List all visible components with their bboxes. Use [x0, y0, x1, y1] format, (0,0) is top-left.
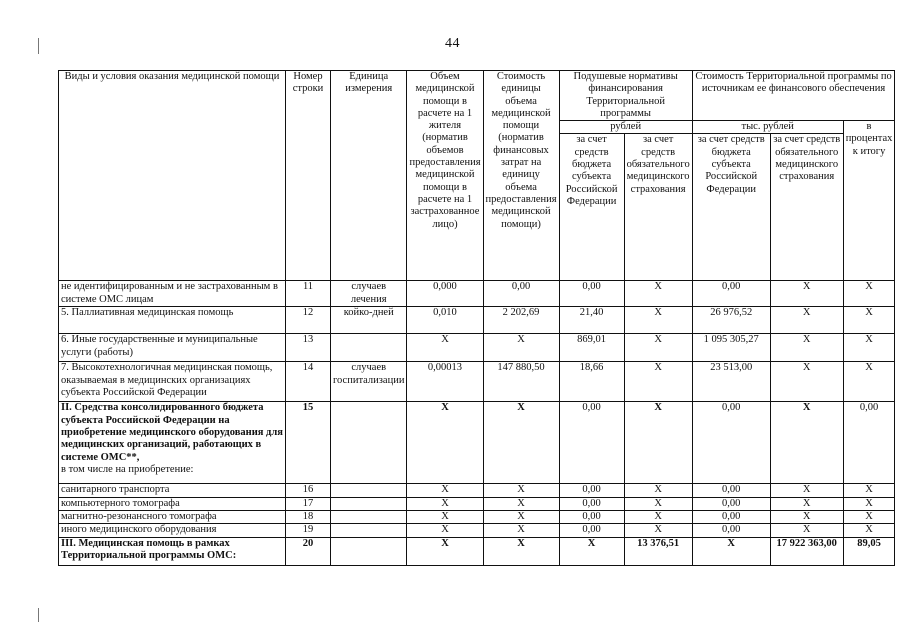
row-cost: Х	[483, 497, 559, 510]
row-volume: 0,010	[407, 307, 483, 334]
row-cost: 0,00	[483, 281, 559, 307]
page-number: 44	[445, 36, 460, 51]
row-number: 18	[286, 511, 331, 524]
table-row-section-ii	[59, 402, 895, 484]
row-percent: Х	[843, 497, 895, 510]
row-number: 19	[286, 524, 331, 537]
row-pc-budget: 0,00	[559, 497, 624, 510]
row-label: санитарного транспорта	[59, 484, 286, 497]
row-tc-oms: Х	[770, 524, 843, 537]
row-tc-budget: 0,00	[692, 402, 770, 484]
header-volume: Объем медицинской помощи в расчете на 1 жителя (норматив объемов предоставления медицинской помощи в расчете на 1 застрахованное лицо)	[407, 71, 483, 281]
row-cost: 2 202,69	[483, 307, 559, 334]
row-cost: Х	[483, 524, 559, 537]
row-cost: Х	[483, 334, 559, 362]
row-label: магнитно-резонансного томографа	[59, 511, 286, 524]
row-cost: Х	[483, 484, 559, 497]
row-tc-budget: 0,00	[692, 484, 770, 497]
table-row	[59, 307, 895, 334]
row-percent: Х	[843, 484, 895, 497]
table-row	[59, 281, 895, 307]
row-tc-budget: 23 513,00	[692, 362, 770, 402]
row-percent: Х	[843, 307, 895, 334]
row-unit	[331, 484, 407, 497]
header-program-cost: Стоимость Территориальной программы по источникам ее финансового обеспечения	[692, 71, 895, 121]
row-pc-oms: Х	[624, 307, 692, 334]
row-percent: Х	[843, 524, 895, 537]
header-unit: Единица измерения	[331, 71, 407, 281]
row-pc-budget: Х	[559, 537, 624, 565]
header-budget: за счет средств бюджета субъекта Российской Федерации	[559, 134, 624, 281]
row-pc-oms: Х	[624, 497, 692, 510]
row-pc-budget: 0,00	[559, 511, 624, 524]
row-number: 13	[286, 334, 331, 362]
row-tc-budget: 1 095 305,27	[692, 334, 770, 362]
row-unit: случаев лечения	[331, 281, 407, 307]
table-row	[59, 334, 895, 362]
header-types: Виды и условия оказания медицинской помощи	[59, 71, 286, 281]
row-tc-budget: 0,00	[692, 524, 770, 537]
row-tc-oms: Х	[770, 362, 843, 402]
table-row	[59, 497, 895, 510]
row-unit	[331, 511, 407, 524]
header-rub: рублей	[559, 121, 692, 134]
header-thousand-rub: тыс. рублей	[692, 121, 843, 134]
row-label	[59, 402, 286, 484]
row-pc-oms: 13 376,51	[624, 537, 692, 565]
row-label: иного медицинского оборудования	[59, 524, 286, 537]
header-percent: в процентах к итогу	[843, 121, 895, 281]
header-oms: за счет средств обязательного медицинского страхования	[624, 134, 692, 281]
section-ii-sublabel: в том числе на приобретение:	[61, 463, 194, 475]
row-tc-oms: Х	[770, 484, 843, 497]
row-unit: случаев госпитализации	[331, 362, 407, 402]
row-pc-oms: Х	[624, 281, 692, 307]
row-tc-oms: Х	[770, 402, 843, 484]
row-volume: 0,00013	[407, 362, 483, 402]
row-unit	[331, 402, 407, 484]
row-pc-budget: 869,01	[559, 334, 624, 362]
row-number: 15	[286, 402, 331, 484]
row-pc-oms: Х	[624, 484, 692, 497]
table-row	[59, 484, 895, 497]
row-unit	[331, 334, 407, 362]
row-unit: койко-дней	[331, 307, 407, 334]
row-number: 17	[286, 497, 331, 510]
row-label: III. Медицинская помощь в рамках Территориальной программы ОМС:	[59, 537, 286, 565]
row-cost: Х	[483, 511, 559, 524]
row-cost: Х	[483, 537, 559, 565]
row-volume: 0,000	[407, 281, 483, 307]
row-percent: 89,05	[843, 537, 895, 565]
row-percent: 0,00	[843, 402, 895, 484]
row-tc-budget: Х	[692, 537, 770, 565]
row-label: компьютерного томографа	[59, 497, 286, 510]
financing-table	[58, 70, 895, 566]
row-unit	[331, 524, 407, 537]
row-tc-budget: 26 976,52	[692, 307, 770, 334]
row-volume: Х	[407, 497, 483, 510]
row-pc-oms: Х	[624, 402, 692, 484]
header-cost: Стоимость единицы объема медицинской помощи (норматив финансовых затрат на единицу объема предоставления медицинской помощи)	[483, 71, 559, 281]
row-tc-budget: 0,00	[692, 497, 770, 510]
row-number: 16	[286, 484, 331, 497]
row-volume: Х	[407, 334, 483, 362]
row-pc-budget: 0,00	[559, 402, 624, 484]
row-tc-oms: Х	[770, 281, 843, 307]
row-unit	[331, 537, 407, 565]
row-label: 6. Иные государственные и муниципальные услуги (работы)	[59, 334, 286, 362]
row-number: 11	[286, 281, 331, 307]
row-tc-oms: 17 922 363,00	[770, 537, 843, 565]
section-ii-label: II. Средства консолидированного бюджета субъекта Российской Федерации на приобретение медицинского оборудования для медицинских организаций, работающих в системе ОМС**,	[61, 402, 283, 463]
row-percent: Х	[843, 281, 895, 307]
table-row-section-iii	[59, 537, 895, 565]
row-volume: Х	[407, 511, 483, 524]
header-per-capita: Подушевые нормативы финансирования Территориальной программы	[559, 71, 692, 121]
row-pc-oms: Х	[624, 511, 692, 524]
row-number: 12	[286, 307, 331, 334]
header-budget-2: за счет средств бюджета субъекта Российской Федерации	[692, 134, 770, 281]
row-cost: Х	[483, 402, 559, 484]
margin-mark-top	[38, 38, 39, 54]
row-pc-budget: 0,00	[559, 524, 624, 537]
row-pc-oms: Х	[624, 362, 692, 402]
row-volume: Х	[407, 402, 483, 484]
margin-mark-bottom	[38, 608, 39, 622]
row-number: 20	[286, 537, 331, 565]
header-row-number: Номер строки	[286, 71, 331, 281]
row-tc-oms: Х	[770, 497, 843, 510]
row-cost: 147 880,50	[483, 362, 559, 402]
row-volume: Х	[407, 524, 483, 537]
row-pc-budget: 0,00	[559, 281, 624, 307]
row-pc-oms: Х	[624, 524, 692, 537]
row-tc-oms: Х	[770, 307, 843, 334]
row-tc-budget: 0,00	[692, 511, 770, 524]
row-label: 7. Высокотехнологичная медицинская помощь, оказываемая в медицинских организациях субъекта Российской Федерации	[59, 362, 286, 402]
row-percent: Х	[843, 334, 895, 362]
row-volume: Х	[407, 537, 483, 565]
header-row-1	[59, 71, 895, 121]
row-percent: Х	[843, 362, 895, 402]
table-row	[59, 511, 895, 524]
header-oms-2: за счет средств обязательного медицинского страхования	[770, 134, 843, 281]
row-tc-budget: 0,00	[692, 281, 770, 307]
row-unit	[331, 497, 407, 510]
row-number: 14	[286, 362, 331, 402]
row-tc-oms: Х	[770, 334, 843, 362]
row-pc-budget: 0,00	[559, 484, 624, 497]
row-percent: Х	[843, 511, 895, 524]
row-label: 5. Паллиативная медицинская помощь	[59, 307, 286, 334]
table-row	[59, 362, 895, 402]
row-pc-budget: 18,66	[559, 362, 624, 402]
table-row	[59, 524, 895, 537]
row-tc-oms: Х	[770, 511, 843, 524]
row-volume: Х	[407, 484, 483, 497]
row-label: не идентифицированным и не застрахованным в системе ОМС лицам	[59, 281, 286, 307]
row-pc-budget: 21,40	[559, 307, 624, 334]
row-pc-oms: Х	[624, 334, 692, 362]
